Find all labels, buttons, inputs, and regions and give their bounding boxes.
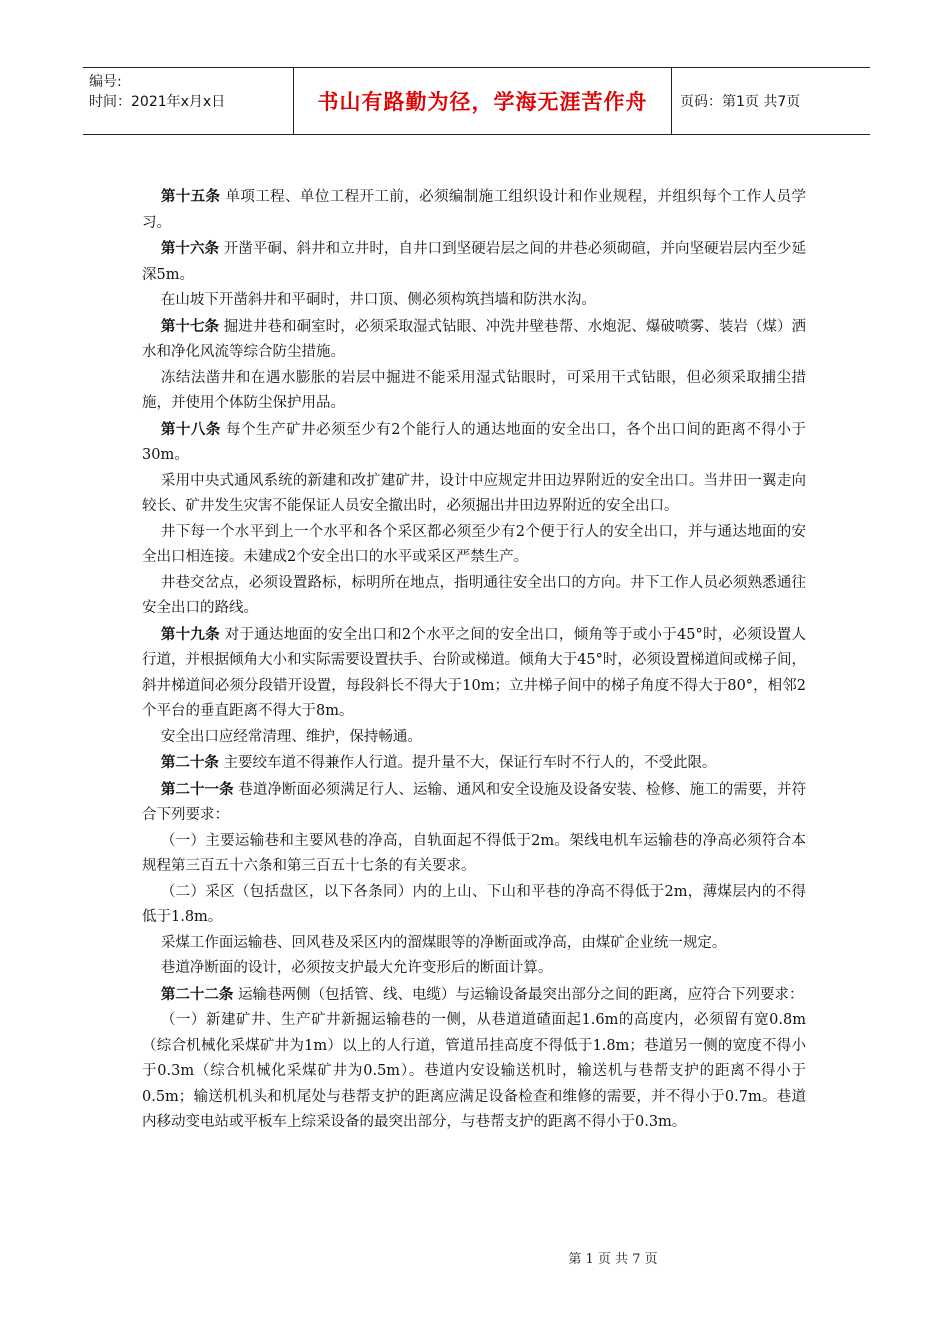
paragraph-text: 单项工程、单位工程开工前，必须编制施工组织设计和作业规程，并组织每个工作人员学习。 (142, 189, 807, 231)
paragraph-text: 对于通达地面的安全出口和2个水平之间的安全出口，倾角等于或小于45°时，必须设置人行道，并根据倾角大小和实际需要设置扶手、台阶或梯道。倾角大于45°时，必须设置梯道间或梯子间，斜井梯道间必须分段错开设置，每段斜长不得大于10m；立井梯子间中的梯子角度不得大于80°，相邻2个平台的垂直距离不得大于8m。 (142, 626, 806, 719)
article-title: 第十六条 (160, 240, 220, 257)
paragraph-text: 采煤工作面运输巷、回风巷及采区内的溜煤眼等的净断面或净高，由煤矿企业统一规定。 (160, 934, 727, 951)
paragraph-text: 井巷交岔点，必须设置路标，标明所在地点，指明通往安全出口的方向。井下工作人员必须熟悉通往安全出口的路线。 (142, 574, 806, 616)
page-footer: 第 1 页 共 7 页 (568, 1252, 658, 1267)
article-title: 第十五条 (160, 188, 221, 205)
article-title: 第十九条 (160, 625, 220, 643)
paragraph (142, 622, 806, 725)
paragraph-text: 安全出口应经常清理、维护，保持畅通。 (160, 728, 422, 745)
paragraph-text: 冻结法凿井和在遇水膨胀的岩层中掘进不能采用湿式钻眼时，可采用干式钻眼，但必须采取捕尘措施，并使用个体防尘保护用品。 (142, 369, 806, 411)
page-header (83, 67, 870, 135)
article-title: 第十八条 (160, 420, 221, 438)
paragraph (142, 417, 806, 469)
document-number-label: 编号: (89, 74, 122, 90)
article-title: 第二十一条 (160, 780, 234, 798)
paragraph-text: 巷道净断面的设计，必须按支护最大允许变形后的断面计算。 (160, 960, 553, 976)
paragraph-text: 每个生产矿井必须至少有2个能行人的通达地面的安全出口，各个出口间的距离不得小于30m。 (142, 421, 806, 463)
paragraph-text: （一）主要运输巷和主要风巷的净高，自轨面起不得低于2m。架线电机车运输巷的净高必须符合本规程第三百五十六条和第三百五十七条的有关要求。 (142, 832, 806, 874)
paragraph (142, 184, 806, 236)
paragraph (142, 366, 806, 417)
paragraph-text: 井下每一个水平到上一个水平和各个采区都必须至少有2个便于行人的安全出口，并与通达地面的安全出口相连接。未建成2个安全出口的水平或采区严禁生产。 (142, 523, 806, 565)
paragraph (142, 777, 806, 829)
paragraph (142, 520, 806, 571)
paragraph (142, 288, 806, 314)
paragraph (142, 725, 806, 751)
paragraph (142, 314, 806, 366)
paragraph (142, 750, 806, 777)
paragraph-text: 采用中央式通风系统的新建和改扩建矿井，设计中应规定井田边界附近的安全出口。当井田一翼走向较长、矿井发生灾害不能保证人员安全撤出时，必须掘出井田边界附近的安全出口。 (142, 472, 806, 514)
document-time-label: 时间：2021年x月x日 (89, 94, 226, 110)
paragraph (142, 829, 806, 880)
paragraph (142, 236, 806, 288)
paragraph-text: 掘进井巷和硐室时，必须采取湿式钻眼、冲洗井壁巷帮、水炮泥、爆破喷雾、装岩（煤）洒水和净化风流等综合防尘措施。 (142, 318, 806, 360)
header-page-number: 页码：第1页 共7页 (680, 94, 801, 110)
paragraph-text: （二）采区（包括盘区，以下各条同）内的上山、下山和平巷的净高不得低于2m，薄煤层内的不得低于1.8m。 (142, 883, 806, 925)
paragraph-text: （一）新建矿井、生产矿井新掘运输巷的一侧，从巷道道碴面起1.6m的高度内，必须留有宽0.8m（综合机械化采煤矿井为1m）以上的人行道，管道吊挂高度不得低于1.8m；巷道另一侧的宽度不得小于0.3m（综合机械化采煤矿井为0.5m）。巷道内安设输送机时，输送机与巷帮支护的距离不得小于0.5m；输送机机头和机尾处与巷帮支护的距离应满足设备检查和维修的需要，并不得小于0.7m。巷道内移动变电站或平板车上综采设备的最突出部分，与巷帮支护的距离不得小于0.3m。 (142, 1012, 806, 1130)
paragraph-text: 主要绞车道不得兼作人行道。提升量不大，保证行车时不行人的，不受此限。 (218, 755, 717, 771)
paragraph (142, 571, 806, 622)
article-title: 第十七条 (160, 317, 220, 335)
paragraph (142, 956, 806, 982)
paragraph-text: 巷道净断面必须满足行人、运输、通风和安全设施及设备安装、检修、施工的需要，并符合下列要求： (142, 781, 807, 823)
paragraph-text: 运输巷两侧（包括管、线、电缆）与运输设备最突出部分之间的距离，应符合下列要求： (233, 986, 804, 1003)
paragraph (142, 982, 806, 1009)
header-meta (83, 68, 293, 134)
document-body (142, 184, 806, 1136)
header-motto: 书山有路勤为径，学海无涯苦作舟 (293, 68, 672, 134)
paragraph-text: 在山坡下开凿斜井和平硐时，井口顶、侧必须构筑挡墙和防洪水沟。 (160, 292, 596, 308)
paragraph-text: 开凿平硐、斜井和立井时，自井口到坚硬岩层之间的井巷必须砌碹，并向坚硬岩层内至少延深5m。 (142, 241, 806, 283)
paragraph (142, 931, 806, 957)
paragraph (142, 1008, 806, 1136)
paragraph (142, 880, 806, 931)
article-title: 第二十二条 (160, 985, 234, 1003)
article-title: 第二十条 (160, 754, 219, 771)
paragraph (142, 469, 806, 520)
